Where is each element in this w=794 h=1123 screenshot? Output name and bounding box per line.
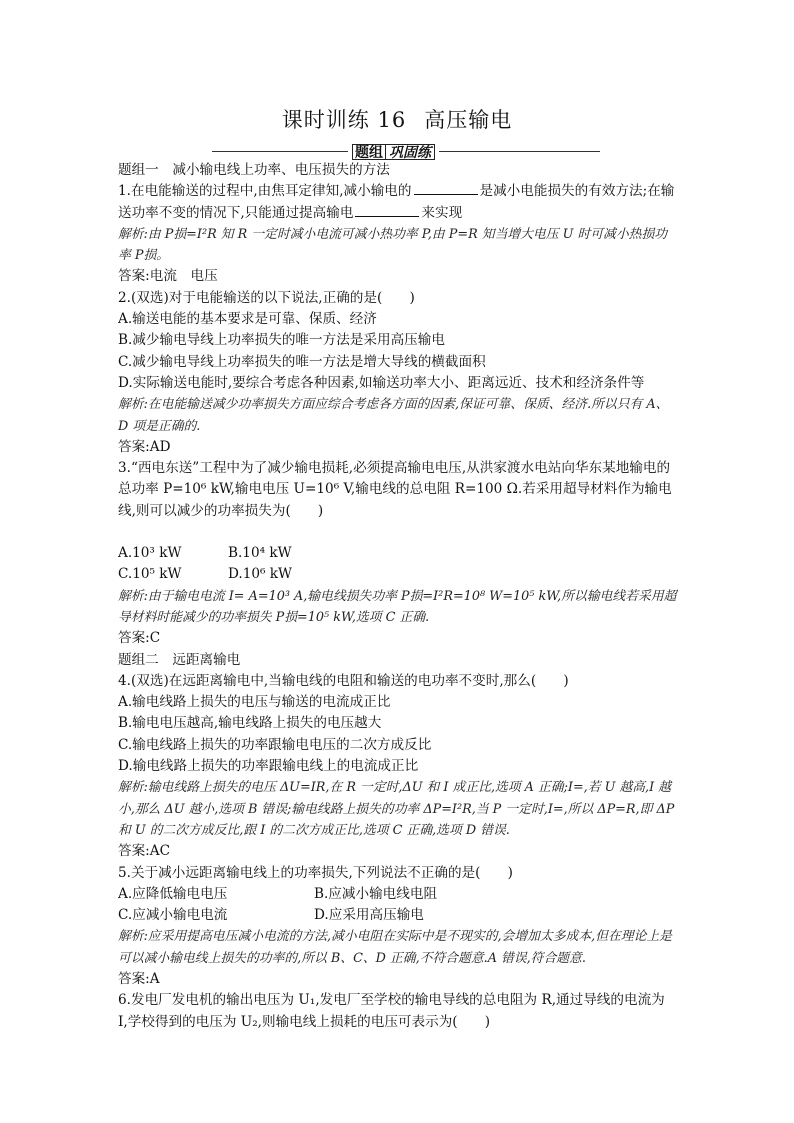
option-c: C.10⁵ kW — [118, 566, 182, 583]
explanation: 解析:在电能输送减少功率损失方面应综合考虑各方面的因素,保证可靠、保质、经济.所以只有 A、D 项是正确的. — [118, 397, 669, 434]
option-b: B.减少输电导线上功率损失的唯一方法是采用高压输电 — [118, 332, 445, 349]
question-line: 6.发电厂发电机的输出电压为 U₁,发电厂至学校的输电导线的总电阻为 R,通过导线的电流为 I,学校得到的电压为 U₂,则输电线上损耗的电压可表示为( ) — [118, 992, 665, 1030]
question-line: 2.(双选)对于电能输送的以下说法,正确的是( ) — [118, 289, 415, 306]
answer: 答案:AD — [118, 438, 171, 455]
option-b: B.10⁴ kW — [228, 545, 292, 562]
page-title — [0, 104, 794, 134]
answer: 答案:AC — [118, 843, 170, 860]
option-a: A.应降低输电电压 — [118, 885, 228, 902]
option-c: C.应减小输电电流 — [118, 907, 228, 924]
option-d: D.应采用高压输电 — [314, 907, 424, 924]
answer: 答案:A — [118, 970, 160, 987]
option-a: A.输电线路上损失的电压与输送的电流成正比 — [118, 694, 391, 711]
option-c: C.输电线路上损失的功率跟输电电压的二次方成反比 — [118, 736, 432, 753]
section-label — [348, 144, 439, 160]
explanation: 解析:输电线路上损失的电压 ΔU=IR,在 R 一定时,ΔU 和 I 成正比,选项 A 正确;I=,若 U 越高,I 越小,那么 ΔU 越小,选项 B 错误;输电线路上损失的功率 ΔP=I²R,当 P 一定时,I=,所以 ΔP=R,即 ΔP 和 U 的二次方成反比,跟 I 的二次方成正比,选项 C 正确,选项 D 错误. — [118, 780, 675, 838]
option-d: D.输电线路上损失的功率跟输电线上的电流成正比 — [118, 758, 419, 775]
answer: 答案:电流 电压 — [118, 268, 218, 285]
title-topic: 高压输电 — [424, 108, 513, 132]
options-row — [118, 884, 678, 905]
section-divider — [212, 145, 600, 161]
option-a: A.输送电能的基本要求是可靠、保质、经济 — [118, 311, 377, 328]
answer: 答案:C — [118, 630, 161, 647]
group-heading: 题组二 远距离输电 — [118, 651, 241, 668]
answer-blank[interactable] — [414, 182, 478, 195]
option-b: B.输电电压越高,输电线路上损失的电压越大 — [118, 715, 382, 732]
question-line: 1.在电能输送的过程中,由焦耳定律知,减小输电的 是减小电能损失的有效方法;在输 — [118, 183, 675, 200]
options-row — [118, 543, 678, 564]
group-heading: 题组一 减小输电线上功率、电压损失的方法 — [118, 162, 390, 178]
exercise-content — [118, 160, 678, 1033]
question-line: 送功率不变的情况下,只能通过提高输电 来实现 — [118, 204, 463, 221]
options-row — [118, 564, 678, 585]
title-number: 课时训练 16 — [281, 108, 407, 132]
explanation: 解析:由 P损=I²R 知 R 一定时减小电流可减小热功率 P,由 P=R 知当增大电压 U 时可减小热损功率 P损。 — [118, 226, 668, 264]
question-line: 3.“西电东送”工程中为了减少输电损耗,必须提高输电电压,从洪家渡水电站向华东某地输电的总功率 P=10⁶ kW,输电电压 U=10⁶ V,输电线的总电阻 R=100 Ω.若采用超导材料作为输电线,则可以减少的功率损失为( ) — [118, 460, 672, 519]
option-d: D.10⁶ kW — [228, 566, 293, 583]
option-c: C.减少输电导线上功率损失的唯一方法是增大导线的横截面积 — [118, 353, 486, 370]
section-label-practice: 巩固练 — [386, 144, 435, 160]
explanation: 解析:由于输电电流 I= A=10³ A,输电线损失功率 P损=I²R=10⁸ W=10⁵ kW,所以输电线若采用超导材料时能减少的功率损失 P损=10⁵ kW,选项 C 正确. — [118, 588, 677, 625]
question-line: 4.(双选)在远距离输电中,当输电线的电阻和输送的电功率不变时,那么( ) — [118, 672, 569, 689]
option-a: A.10³ kW — [118, 545, 182, 562]
option-b: B.应减小输电线电阻 — [314, 885, 438, 902]
option-d: D.实际输送电能时,要综合考虑各种因素,如输送功率大小、距离远近、技术和经济条件等 — [118, 374, 645, 391]
options-row — [118, 905, 678, 926]
explanation: 解析:应采用提高电压减小电流的方法,减小电阻在实际中是不现实的,会增加太多成本,但在理论上是可以减小输电线上损失的功率的,所以 B、C、D 正确,不符合题意.A 错误,符合题意. — [118, 929, 672, 966]
answer-blank[interactable] — [355, 204, 419, 217]
section-label-group: 题组 — [352, 144, 386, 160]
question-line: 5.关于减小远距离输电线上的功率损失,下列说法不正确的是( ) — [118, 864, 513, 881]
